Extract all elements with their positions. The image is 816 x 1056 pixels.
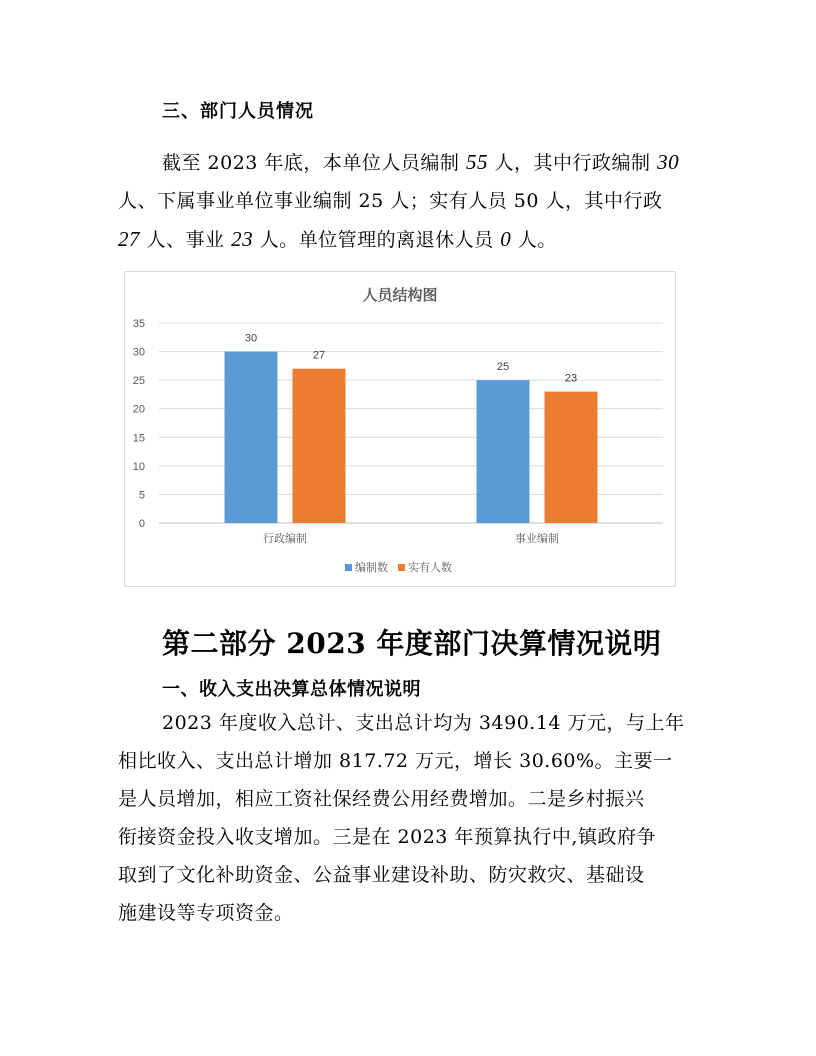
y-tick-label: 25 — [132, 375, 145, 388]
text-segment: 人、下属事业单位事业编制 25 人；实有人员 50 人，其中行政 — [118, 190, 663, 212]
paragraph-line — [118, 143, 698, 182]
legend-swatch — [398, 564, 405, 571]
count-staff-quota: 55 — [465, 150, 488, 174]
bar — [545, 392, 598, 523]
part-title: 第二部分 2023 年度部门决算情况说明 — [162, 627, 662, 660]
data-label: 23 — [564, 372, 578, 385]
legend-label: 实有人数 — [408, 562, 452, 574]
x-tick-label: 行政编制 — [263, 533, 307, 545]
paragraph-line: 取到了文化补助资金、公益事业建设补助、防灾救灾、基础设 — [118, 864, 645, 886]
text-segment: 人。单位管理的离退休人员 — [253, 229, 501, 251]
legend-swatch — [345, 564, 352, 571]
chart-title: 人员结构图 — [362, 287, 438, 304]
chart-svg — [125, 272, 675, 586]
paragraph-line: 是人员增加，相应工资社保经费公用经费增加。二是乡村振兴 — [118, 788, 645, 810]
bar — [477, 380, 530, 523]
x-tick-label: 事业编制 — [515, 533, 559, 545]
bar — [293, 369, 346, 523]
count-retired: 0 — [500, 227, 512, 251]
text-segment: 人、事业 — [140, 229, 232, 251]
y-tick-label: 10 — [132, 460, 145, 473]
paragraph-line: 相比收入、支出总计增加 817.72 万元，增长 30.60%。主要一 — [118, 750, 673, 772]
data-label: 27 — [312, 349, 326, 362]
count-admin-quota: 30 — [657, 150, 680, 174]
personnel-paragraph — [118, 143, 698, 259]
paragraph-line — [118, 220, 698, 259]
text-segment: 截至 2023 年底，本单位人员编制 — [162, 152, 466, 174]
y-tick-label: 35 — [132, 318, 145, 330]
paragraph-line — [118, 182, 698, 220]
paragraph-line: 衔接资金投入收支增加。三是在 2023 年预算执行中,镇政府争 — [118, 826, 656, 848]
y-tick-label: 5 — [138, 489, 145, 502]
count-institution-actual: 23 — [231, 227, 254, 251]
y-tick-label: 0 — [138, 518, 145, 530]
paragraph-line: 2023 年度收入总计、支出总计均为 3490.14 万元，与上年 — [162, 712, 685, 734]
paragraph-line: 施建设等专项资金。 — [118, 902, 294, 924]
y-tick-label: 30 — [132, 346, 145, 359]
text-segment: 人，其中行政编制 — [487, 152, 658, 174]
income-paragraph — [118, 704, 698, 932]
legend-label: 编制数 — [355, 562, 388, 574]
personnel-chart — [124, 271, 676, 587]
y-tick-label: 20 — [132, 403, 145, 416]
count-admin-actual: 27 — [118, 227, 140, 251]
data-label: 30 — [244, 332, 258, 345]
section-heading-income: 一、收入支出决算总体情况说明 — [162, 679, 421, 700]
data-label: 25 — [496, 361, 510, 374]
bar — [225, 352, 278, 523]
text-segment: 人。 — [511, 229, 557, 251]
y-tick-label: 15 — [132, 432, 145, 445]
section-heading-personnel: 三、部门人员情况 — [162, 101, 314, 122]
